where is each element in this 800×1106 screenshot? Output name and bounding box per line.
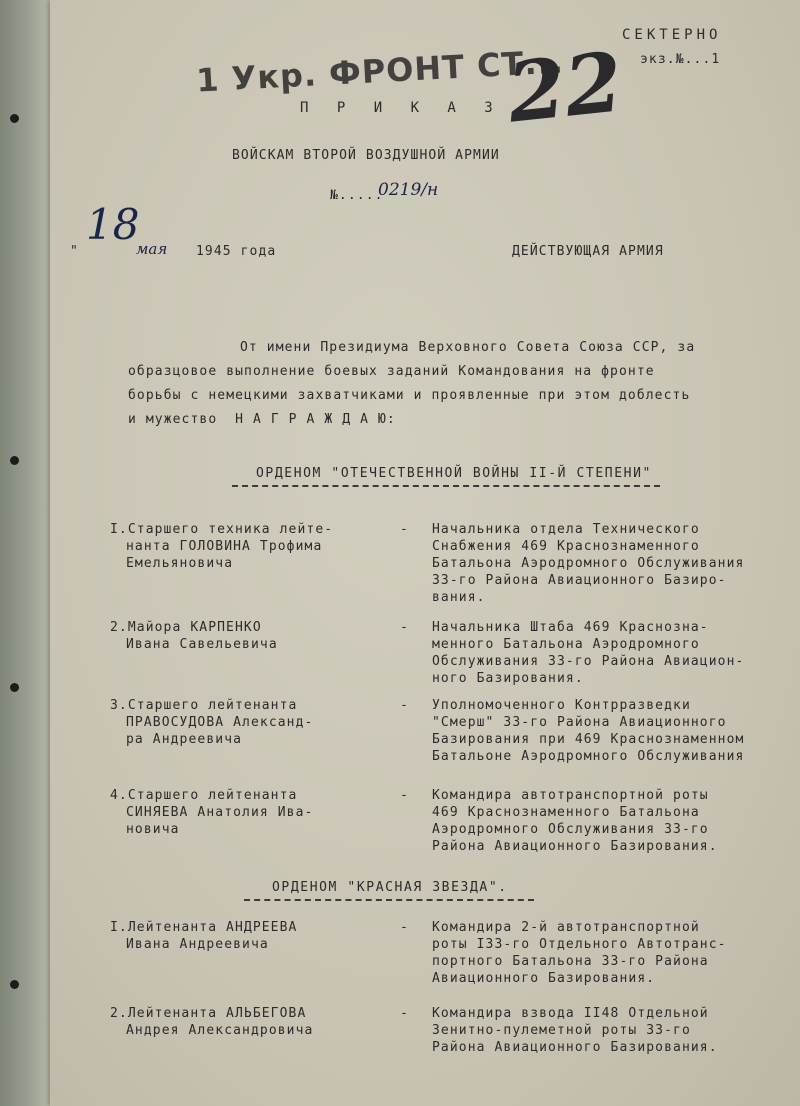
entry-dash: - <box>400 522 409 537</box>
section-title-order-red-star: ОРДЕНОМ "КРАСНАЯ ЗВЕЗДА". <box>272 880 508 895</box>
post-line: Командира взвода II48 Отдельной <box>432 1006 709 1021</box>
order-number-prefix: №..... <box>330 188 384 203</box>
date-day: 18 <box>86 200 140 249</box>
binder-hole <box>10 456 19 465</box>
name-line: ра Андреевича <box>126 732 243 747</box>
name-line: I.Старшего техника лейте- <box>110 522 334 537</box>
binder-spine <box>0 0 52 1106</box>
post-line: портного Батальона 33-го Района <box>432 954 709 969</box>
addressee: ВОЙСКАМ ВТОРОЙ ВОЗДУШНОЙ АРМИИ <box>232 148 500 163</box>
award-entry-name <box>110 698 390 749</box>
name-line: 4.Старшего лейтенанта <box>110 788 298 803</box>
post-line: Начальника Штаба 469 Краснозна- <box>432 620 709 635</box>
name-line: 2.Майора КАРПЕНКО <box>110 620 262 635</box>
award-entry-post <box>432 1006 792 1057</box>
award-entry-name <box>110 522 390 573</box>
post-line: Базирования при 469 Краснознаменном <box>432 732 745 747</box>
entry-dash: - <box>400 620 409 635</box>
award-entry-name <box>110 620 390 654</box>
post-line: роты I33-го Отдельного Автотранс- <box>432 937 727 952</box>
place-of-issue: ДЕЙСТВУЮЩАЯ АРМИЯ <box>512 244 664 259</box>
post-line: вания. <box>432 590 486 605</box>
post-line: Обслуживания 33-го Района Авиацион- <box>432 654 745 669</box>
name-line: ПРАВОСУДОВА Александ- <box>126 715 314 730</box>
copy-number: экз.№...1 <box>640 52 721 67</box>
post-line: Аэродромного Обслуживания 33-го <box>432 822 709 837</box>
section-underline <box>244 898 534 901</box>
name-line: новича <box>126 822 180 837</box>
award-entry-name <box>110 788 390 839</box>
name-line: Ивана Савельевича <box>126 637 278 652</box>
secret-marking: СЕКТЕРНО <box>622 27 722 43</box>
name-line: Андрея Александровича <box>126 1023 314 1038</box>
award-entry-post <box>432 788 792 856</box>
name-line: I.Лейтенанта АНДРЕЕВА <box>110 920 298 935</box>
post-line: Уполномоченного Контрразведки <box>432 698 691 713</box>
award-entry-name <box>110 920 390 954</box>
date-quote: " <box>70 244 79 259</box>
order-number-handwritten: 0219/н <box>378 180 439 200</box>
binder-hole <box>10 980 19 989</box>
post-line: 469 Краснознаменного Батальона <box>432 805 700 820</box>
entry-dash: - <box>400 698 409 713</box>
name-line: нанта ГОЛОВИНА Трофима <box>126 539 323 554</box>
post-line: Снабжения 469 Краснознаменного <box>432 539 700 554</box>
post-line: Авиационного Базирования. <box>432 971 656 986</box>
award-entry-post <box>432 920 792 988</box>
date-month: мая <box>136 240 168 258</box>
document-title: П Р И К А З <box>300 100 503 116</box>
post-line: ного Базирования. <box>432 671 584 686</box>
entry-dash: - <box>400 788 409 803</box>
binder-hole <box>10 114 19 123</box>
name-line: Ивана Андреевича <box>126 937 269 952</box>
binder-hole <box>10 683 19 692</box>
handwritten-order-number: 22 <box>503 34 627 142</box>
post-line: Командира 2-й автотранспортной <box>432 920 700 935</box>
post-line: менного Батальона Аэродромного <box>432 637 700 652</box>
award-entry-post <box>432 522 792 607</box>
preamble-line: образцовое выполнение боевых заданий Командования на фронте <box>128 364 655 379</box>
post-line: Командира автотранспортной роты <box>432 788 709 803</box>
post-line: "Смерш" 33-го Района Авиационного <box>432 715 727 730</box>
award-entry-name <box>110 1006 390 1040</box>
preamble-line: борьбы с немецкими захватчиками и проявленные при этом доблесть <box>128 388 691 403</box>
section-underline <box>232 484 660 487</box>
name-line: СИНЯЕВА Анатолия Ива- <box>126 805 314 820</box>
post-line: Батальоне Аэродромного Обслуживания <box>432 749 745 764</box>
preamble-line: и мужество Н А Г Р А Ж Д А Ю: <box>128 412 396 427</box>
name-line: 3.Старшего лейтенанта <box>110 698 298 713</box>
post-line: Зенитно-пулеметной роты 33-го <box>432 1023 691 1038</box>
post-line: 33-го Района Авиационного Базиро- <box>432 573 727 588</box>
award-entry-post <box>432 620 792 688</box>
date-year: 1945 года <box>196 244 277 259</box>
preamble-line: От имени Президиума Верховного Совета Союза ССР, за <box>240 340 696 355</box>
post-line: Батальона Аэродромного Обслуживания <box>432 556 745 571</box>
entry-dash: - <box>400 920 409 935</box>
award-entry-post <box>432 698 792 766</box>
post-line: Начальника отдела Технического <box>432 522 700 537</box>
entry-dash: - <box>400 1006 409 1021</box>
post-line: Района Авиационного Базирования. <box>432 839 718 854</box>
post-line: Района Авиационного Базирования. <box>432 1040 718 1055</box>
section-title-order-patriotic-war: ОРДЕНОМ "ОТЕЧЕСТВЕННОЙ ВОЙНЫ II-Й СТЕПЕНИ" <box>256 466 652 481</box>
name-line: 2.Лейтенанта АЛЬБЕГОВА <box>110 1006 307 1021</box>
front-stamp: 1 Укр. ФРОНТ СТ... <box>195 42 565 100</box>
name-line: Емельяновича <box>126 556 234 571</box>
